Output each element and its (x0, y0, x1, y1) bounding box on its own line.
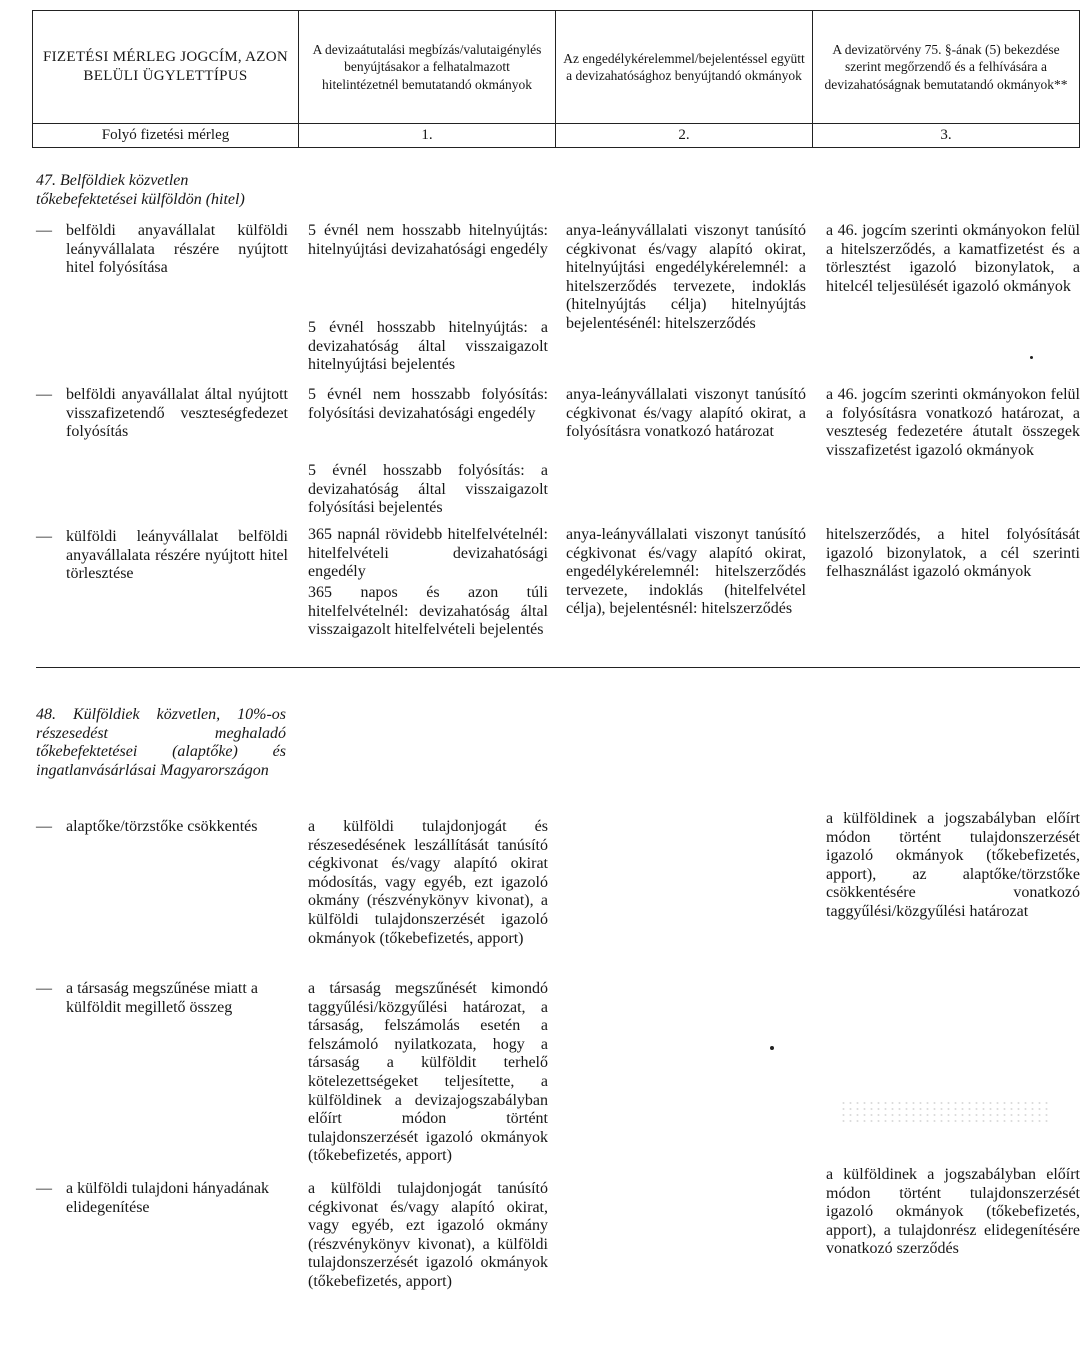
header-sub-2: 2. (555, 123, 812, 147)
header-sub-1: 1. (298, 123, 555, 147)
header-row (33, 11, 1079, 124)
s47-row3-col1b: 365 napos és azon túli hitelfelvételnél: devizahatóság által visszaigazolt hitelfelvételi bejelentés (308, 584, 548, 639)
header-table (32, 10, 1080, 148)
s48-row1-label: alaptőke/törzstőke csökkentés (66, 818, 258, 835)
header-col-jogcim: FIZETÉSI MÉRLEG JOGCÍM, AZON BELÜLI ÜGYLETTÍPUS (42, 49, 289, 84)
s47-row2-label: belföldi anyavállalat által nyújtott visszafizetendő veszteségfedezet folyósítás (66, 386, 288, 441)
s48-row3-col1: a külföldi tulajdonjogát tanúsító cégkivonat és/vagy alapító okirat, vagy egyéb, ezt igazoló okmány (részvénykönyv kivonat), a külföldi tulajdonszerzését igazoló okmányok (tőkebefizetés, apport) (308, 1180, 548, 1290)
scan-speck (1030, 356, 1033, 359)
s48-row1-col3: a külföldinek a jogszabályban előírt módon történt tulajdonszerzését igazoló okmányok (tőkebefizetés, apport), az alaptőke/törzstőke csökkentésére vonatkozó taggyűlési/közgyűlési határozat (826, 810, 1080, 920)
scan-noise (840, 1100, 1050, 1122)
section-48-title: 48. Külföldiek közvetlen, 10%-os részesedést meghaladó tőkebefektetései (alaptőke) és ingatlanvásárlásai Magyarországon (36, 706, 286, 779)
s47-row1-col2: anya-leányvállalati viszonyt tanúsító cégkivonat és/vagy alapító okirat, hitelnyújtási engedélykérelemnél: a hitelszerződés tervezete, indoklás (hitelnyújtás célja) hitelnyújtás bejelentésénél: hitelszerződés (566, 222, 806, 332)
dash-marker: — (36, 1180, 52, 1197)
s47-row2-col1b: 5 évnél hosszabb folyósítás: a devizahatóság által visszaigazolt folyósítási bejelentés (308, 462, 548, 517)
s47-row1-label: belföldi anyavállalat külföldi leányvállalata részére nyújtott hitel folyósítása (66, 222, 288, 277)
s47-row3-label: külföldi leányvállalat belföldi anyavállalata részére nyújtott hitel törlesztése (66, 528, 288, 583)
s48-row3-col3: a külföldinek a jogszabályban előírt módon történt tulajdonszerzését igazoló okmányok (tőkebefizetés, apport), a tulajdonrész elidegenítésére vonatkozó szerződés (826, 1166, 1080, 1258)
header-col-1: A devizaátutalási megbízás/valutaigénylés benyújtásakor a felhatalmazott hitelintézetnél bemutatandó okmányok (298, 11, 555, 123)
s48-row2-col1: a társaság megszűnését kimondó taggyűlési/közgyűlési határozat, a társaság, felszámolás esetén a felszámoló nyilatkozata, hogy a társaság a külföldit terhelő kötelezettségeket teljesítette, a külföldinek a devizajogszabályban előírt módon történt tulajdonszerzését igazoló okmányok (tőkebefizetés, apport) (308, 980, 548, 1165)
s48-row2-label: a társaság megszűnése miatt a külföldit megillető összeg (66, 980, 258, 1016)
section-separator (36, 667, 1080, 668)
s47-row1-col3: a 46. jogcím szerinti okmányokon felül a hitelszerződés, a kamatfizetést és a törlesztést igazoló bizonylatok, a hitelcél teljesülését igazoló okmányok (826, 222, 1080, 295)
dash-marker: — (36, 386, 52, 403)
s47-row3-col2: anya-leányvállalati viszonyt tanúsító cégkivonat és/vagy alapító okirat, engedélykérelemnél: hitelszerződés tervezete, indoklás (hitelfelvétel célja), bejelentésnél: hitelszerződés (566, 526, 806, 618)
s47-row3-col3: hitelszerződés, a hitel folyósítását igazoló bizonylatok, a cél szerinti felhasználást igazoló okmányok (826, 526, 1080, 581)
s47-row2-col2: anya-leányvállalati viszonyt tanúsító cégkivonat és/vagy alapító okirat, a folyósításra vonatkozó határozat (566, 386, 806, 441)
s48-row3-label: a külföldi tulajdoni hányadának elidegenítése (66, 1180, 270, 1216)
header-sub-0: Folyó fizetési mérleg (101, 126, 230, 143)
dash-marker: — (36, 222, 52, 239)
dash-marker: — (36, 528, 52, 545)
header-number-row (33, 123, 1079, 147)
s48-row1-col1: a külföldi tulajdonjogát és részesedésének leszállítását tanúsító cégkivonat és/vagy alapító okirat módosítás, vagy egyéb, ezt igazoló okmány (részvénykönyv kivonat), a külföldi tulajdonszerzését igazoló okmányok (tőkebefizetés, apport) (308, 818, 548, 947)
s47-row2-col3: a 46. jogcím szerinti okmányokon felül a folyósításra vonatkozó határozat, a veszteség fedezetére átutalt összegek visszafizetést igazoló okmányok (826, 386, 1080, 459)
scan-speck (770, 1046, 774, 1050)
header-sub-3: 3. (812, 123, 1079, 147)
dash-marker: — (36, 980, 52, 997)
s47-row3-col1a: 365 napnál rövidebb hitelfelvételnél: hitelfelvételi devizahatósági engedély (308, 526, 548, 581)
header-col-2: Az engedélykérelemmel/bejelentéssel együtt a devizahatósághoz benyújtandó okmányok (555, 11, 812, 123)
s47-row1-col1a: 5 évnél nem hosszabb hitelnyújtás: hitelnyújtási devizahatósági engedély (308, 222, 548, 258)
s47-row1-col1b: 5 évnél hosszabb hitelnyújtás: a devizahatóság által visszaigazolt hitelnyújtási bejelentés (308, 319, 548, 374)
s47-row2-col1a: 5 évnél nem hosszabb folyósítás: folyósítási devizahatósági engedély (308, 386, 548, 422)
section-47-title: 47. Belföldiek közvetlen tőkebefektetései külföldön (hitel) (36, 172, 245, 208)
header-col-3: A devizatörvény 75. §-ának (5) bekezdése szerint megőrzendő és a felhívására a devizahatóságnak bemutatandó okmányok** (812, 11, 1079, 123)
dash-marker: — (36, 818, 52, 835)
